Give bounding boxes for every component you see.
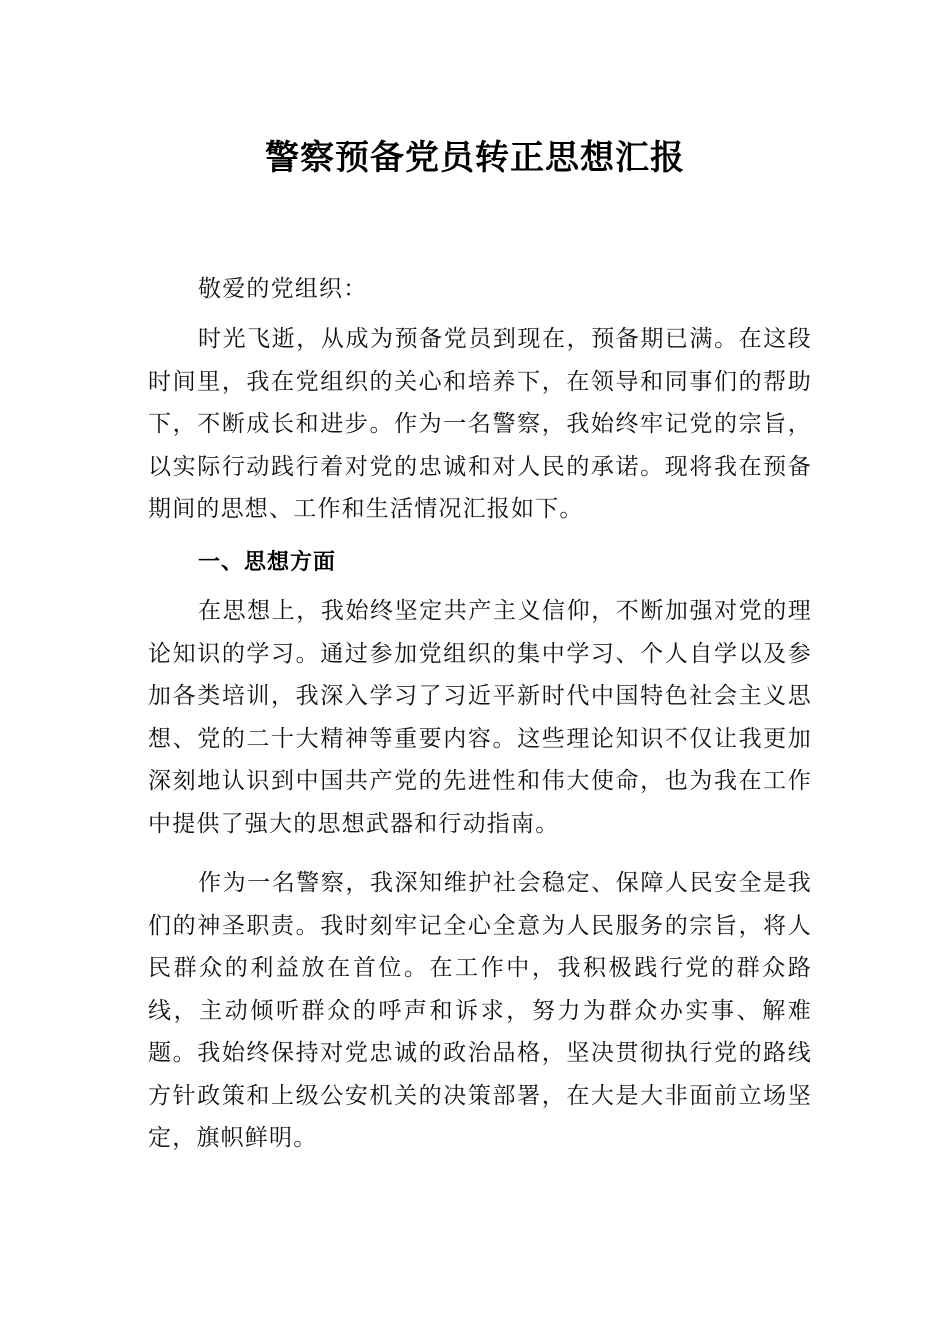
duty-paragraph: 作为一名警察，我深知维护社会稳定、保障人民安全是我们的神圣职责。我时刻牢记全心全意为人民服务的宗旨，将人民群众的利益放在首位。在工作中，我积极践行党的群众路线，主动倾听群众的呼声和诉求，努力为群众办实事、解难题。我始终保持对党忠诚的政治品格，坚决贯彻执行党的路线方针政策和上级公安机关的决策部署，在大是大非面前立场坚定，旗帜鲜明。 [148, 870, 812, 1151]
salutation: 敬爱的党组织： [198, 276, 368, 302]
section-heading: 一、思想方面 [198, 550, 337, 575]
intro-paragraph: 时光飞逝，从成为预备党员到现在，预备期已满。在这段时间里，我在党组织的关心和培养下，在领导和同事们的帮助下，不断成长和进步。作为一名警察，我始终牢记党的宗旨，以实际行动践行着对党的忠诚和对人民的承诺。现将我在预备期间的思想、工作和生活情况汇报如下。 [148, 326, 812, 522]
document-title: 警察预备党员转正思想汇报 [265, 138, 685, 178]
thought-paragraph: 在思想上，我始终坚定共产主义信仰，不断加强对党的理论知识的学习。通过参加党组织的集中学习、个人自学以及参加各类培训，我深入学习了习近平新时代中国特色社会主义思想、党的二十大精神等重要内容。这些理论知识不仅让我更加深刻地认识到中国共产党的先进性和伟大使命，也为我在工作中提供了强大的思想武器和行动指南。 [148, 598, 812, 837]
